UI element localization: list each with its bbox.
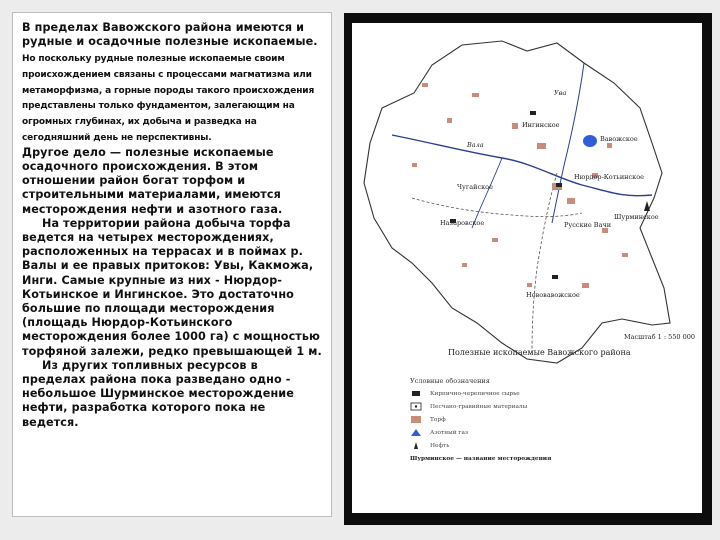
paragraph-sedimentary: Другое дело — полезные ископаемые осадочного происхождения. В этом отношении район богат торфом и строительными материалами, имеются месторождения нефти и азотного газа. (22, 145, 283, 216)
intro-tail-text: Но поскольку рудные полезные ископаемые своим происхождением связаны с процессами магматизма или метаморфизма, а горные породы такого происхождения представлены только фундаментом, залегающим на огромных глубинах, их добыча и разведка на сегодняшний день не перспективны. (22, 54, 315, 143)
intro-text: В пределах Вавожского района имеются и рудные и осадочные полезные ископаемые. (22, 21, 318, 49)
legend-item-sand-gravel: Песчано-гравийные материалы (410, 401, 527, 412)
brick-markers (450, 111, 562, 279)
legend-item-oil: Нефть (410, 440, 449, 451)
nitrogen-gas-symbol-icon (410, 428, 422, 437)
brick-symbol-icon (410, 389, 422, 398)
paragraph-intro (22, 21, 325, 146)
map-figure (352, 23, 702, 513)
map-label-uva: Ува (554, 89, 567, 97)
district-boundary (364, 41, 670, 363)
road (532, 173, 557, 353)
river-tributary (472, 158, 502, 228)
paragraph-oil: Из других топливных ресурсов в пределах района пока разведано одно - небольшое Шурминское месторождение нефти, разработка которого пока не ведется. (22, 358, 294, 429)
map-label-nyurdor: Нюрдор-Котьинское (574, 173, 644, 181)
map-label-ingino: Ингинское (522, 121, 560, 129)
legend-title: Условные обозначения (410, 377, 490, 385)
peat-deposits (412, 83, 628, 288)
map-scale: Масштаб 1 : 550 000 (624, 333, 696, 341)
oil-derrick-marker (644, 201, 650, 211)
legend-item-peat: Торф (410, 414, 446, 425)
nitrogen-gas-deposit (583, 135, 597, 147)
text-panel (12, 12, 332, 517)
map-frame (344, 13, 712, 525)
district-map-graphic (352, 23, 702, 513)
legend-item-gas: Азотный газ (410, 427, 468, 438)
legend-item-deposit-name: Шурминское — название месторождения (410, 455, 552, 462)
map-label-russkie: Русские Вачи (564, 221, 612, 229)
map-label-vavozh: Вавожское (600, 135, 638, 143)
map-label-chugaino: Чугайское (457, 183, 493, 191)
map-label-novovavozh: Нововавожское (526, 291, 580, 299)
oil-derrick-symbol-icon (410, 441, 422, 450)
legend-item-brick: Кирпично-черепичное сырье (410, 388, 520, 399)
peat-hatch-symbol-icon (410, 415, 422, 424)
map-label-nazdmo: Назаровское (440, 219, 485, 227)
river-vala (392, 135, 652, 196)
map-title: Полезные ископаемые Вавожского района (448, 348, 631, 357)
map-label-vala: Вала (467, 141, 484, 149)
map-label-shurma: Шурминское (614, 213, 659, 221)
paragraph-peat: На территории района добыча торфа ведется на четырех месторождениях, расположенных на террасах и в поймах р. Валы и ее правых притоков: Увы, Какможа, Инги. Самые крупные из них - Нюрдор-Котьинское и Ингинское. Это достаточно большие по площади месторождения (площадь Нюрдор-Котьинского месторождения более 1000 га) с мощностью торфяной залежи, редко превышающей 1 м. (22, 216, 322, 358)
sand-gravel-symbol-icon (410, 402, 422, 411)
